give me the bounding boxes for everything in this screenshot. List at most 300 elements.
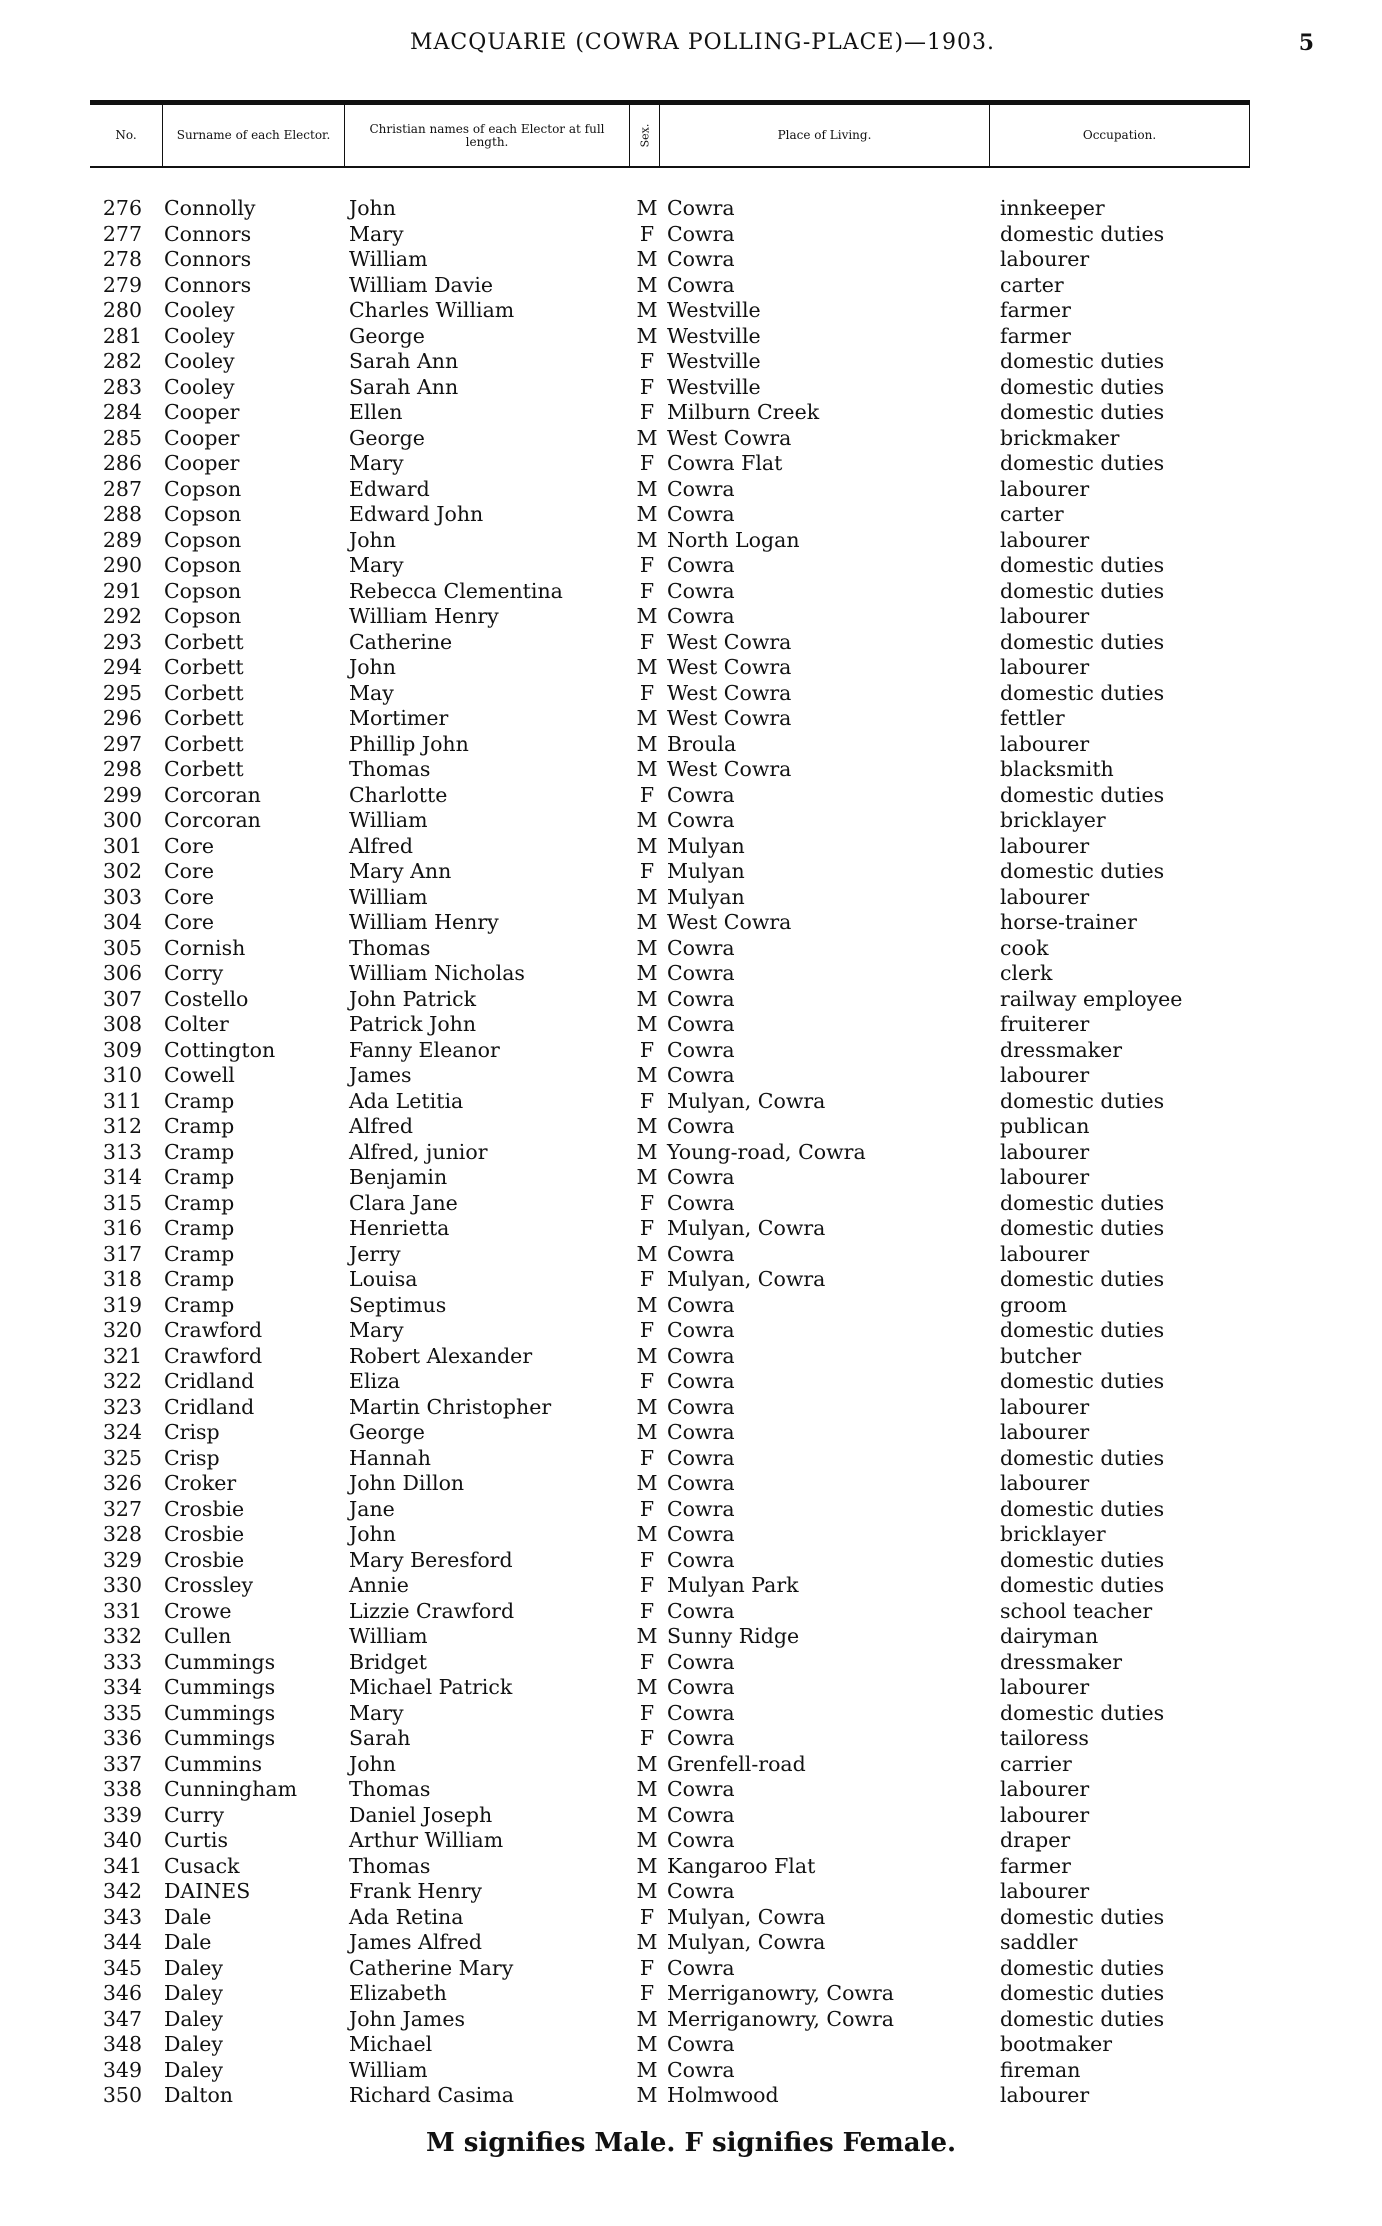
elector-sex: M <box>636 1114 658 1138</box>
elector-surname: Cullen <box>164 1624 232 1648</box>
elector-christian-names: Robert Alexander <box>349 1343 533 1368</box>
elector-place-of-living: Cowra <box>667 1955 735 1980</box>
elector-sex: M <box>636 2032 658 2056</box>
elector-number: 279 <box>102 272 142 297</box>
elector-sex: F <box>639 1955 655 1980</box>
elector-place-of-living: Westville <box>667 374 761 399</box>
elector-number: 280 <box>102 298 142 322</box>
column-header-sex-label: Sex. <box>638 123 651 148</box>
table-row <box>0 528 1382 554</box>
elector-surname: Cramp <box>164 1267 235 1291</box>
elector-place-of-living: Mulyan, Cowra <box>667 1930 826 1954</box>
elector-surname: Curtis <box>164 1828 229 1852</box>
elector-surname: Cottington <box>164 1037 276 1062</box>
table-row <box>0 1854 1382 1880</box>
elector-surname: Daley <box>164 2057 223 2082</box>
elector-sex: M <box>636 2057 658 2082</box>
elector-christian-names: Charles William <box>349 298 515 322</box>
elector-occupation: dressmaker <box>1000 1649 1123 1674</box>
table-row <box>0 1752 1382 1778</box>
elector-christian-names: Septimus <box>349 1292 447 1317</box>
elector-place-of-living: Cowra <box>667 935 735 960</box>
elector-place-of-living: Cowra <box>667 1241 735 1266</box>
elector-surname: Cramp <box>164 1088 235 1113</box>
elector-sex: M <box>636 196 658 220</box>
elector-surname: Cramp <box>164 1292 235 1317</box>
elector-surname: Curry <box>164 1802 225 1827</box>
elector-place-of-living: Cowra <box>667 1726 735 1750</box>
table-row <box>0 1573 1382 1599</box>
elector-occupation: labourer <box>1000 1241 1090 1266</box>
elector-surname: Cooley <box>164 298 235 322</box>
elector-sex: M <box>636 731 658 756</box>
table-row <box>0 1318 1382 1344</box>
elector-number: 343 <box>102 1904 142 1929</box>
elector-number: 331 <box>102 1598 142 1623</box>
table-row <box>0 1650 1382 1676</box>
table-row <box>0 757 1382 783</box>
elector-sex: F <box>639 1088 655 1113</box>
elector-occupation: publican <box>1000 1114 1090 1138</box>
table-row <box>0 834 1382 860</box>
elector-sex: F <box>639 374 655 399</box>
elector-number: 346 <box>102 1981 142 2005</box>
elector-number: 289 <box>102 527 142 552</box>
elector-occupation: farmer <box>1000 298 1071 322</box>
elector-christian-names: Thomas <box>349 757 431 781</box>
elector-surname: Cramp <box>164 1165 235 1189</box>
table-row <box>0 2032 1382 2058</box>
elector-occupation: draper <box>1000 1828 1071 1852</box>
elector-place-of-living: Mulyan, Cowra <box>667 1088 826 1113</box>
elector-occupation: domestic duties <box>1000 400 1165 424</box>
elector-christian-names: Fanny Eleanor <box>349 1037 500 1062</box>
elector-number: 344 <box>102 1930 142 1954</box>
elector-number: 305 <box>102 935 142 960</box>
elector-christian-names: John <box>349 527 396 552</box>
elector-number: 309 <box>102 1037 142 1062</box>
elector-place-of-living: Cowra <box>667 1063 735 1087</box>
elector-surname: Daley <box>164 2032 223 2056</box>
elector-sex: F <box>639 859 655 883</box>
elector-place-of-living: Mulyan Park <box>667 1573 799 1597</box>
elector-christian-names: Sarah <box>349 1726 411 1750</box>
elector-surname: Copson <box>164 527 242 552</box>
elector-surname: Croker <box>164 1471 237 1495</box>
elector-occupation: innkeeper <box>1000 196 1105 220</box>
elector-occupation: farmer <box>1000 1853 1071 1878</box>
elector-place-of-living: Cowra <box>667 1114 735 1138</box>
table-row <box>0 655 1382 681</box>
column-header-occupation: Occupation. <box>989 105 1250 166</box>
elector-surname: Corbett <box>164 655 244 679</box>
elector-sex: F <box>639 1190 655 1215</box>
elector-place-of-living: West Cowra <box>667 425 792 450</box>
elector-place-of-living: Cowra <box>667 1522 735 1546</box>
elector-christian-names: Catherine <box>349 629 453 654</box>
table-row <box>0 1216 1382 1242</box>
elector-occupation: domestic duties <box>1000 1547 1165 1572</box>
table-row <box>0 1063 1382 1089</box>
elector-number: 322 <box>102 1369 142 1393</box>
elector-number: 286 <box>102 451 142 475</box>
elector-sex: M <box>636 1241 658 1266</box>
elector-sex: F <box>639 782 655 807</box>
elector-number: 287 <box>102 476 142 501</box>
elector-sex: M <box>636 1828 658 1852</box>
elector-place-of-living: Cowra <box>667 986 735 1011</box>
elector-number: 349 <box>102 2057 142 2082</box>
table-row <box>0 1956 1382 1982</box>
elector-sex: M <box>636 1343 658 1368</box>
elector-number: 314 <box>102 1165 142 1189</box>
elector-occupation: domestic duties <box>1000 578 1165 603</box>
elector-number: 315 <box>102 1190 142 1215</box>
elector-number: 329 <box>102 1547 142 1572</box>
elector-christian-names: John <box>349 1522 396 1546</box>
column-header-sex <box>629 105 659 166</box>
elector-sex: M <box>636 1853 658 1878</box>
elector-number: 294 <box>102 655 142 679</box>
table-row <box>0 1369 1382 1395</box>
elector-sex: F <box>639 1726 655 1750</box>
elector-occupation: tailoress <box>1000 1726 1089 1750</box>
elector-place-of-living: Cowra <box>667 1598 735 1623</box>
elector-sex: M <box>636 808 658 832</box>
elector-sex: M <box>636 476 658 501</box>
elector-number: 332 <box>102 1624 142 1648</box>
elector-sex: F <box>639 1216 655 1240</box>
elector-surname: Dalton <box>164 2083 233 2107</box>
elector-surname: Cramp <box>164 1216 235 1240</box>
elector-surname: Crawford <box>164 1343 263 1368</box>
elector-occupation: fruiterer <box>1000 1012 1090 1036</box>
elector-number: 334 <box>102 1675 142 1699</box>
elector-place-of-living: Cowra <box>667 2032 735 2056</box>
elector-sex: M <box>636 1675 658 1699</box>
elector-christian-names: Arthur William <box>349 1828 504 1852</box>
elector-occupation: domestic duties <box>1000 374 1165 399</box>
table-row <box>0 783 1382 809</box>
elector-number: 292 <box>102 604 142 628</box>
elector-occupation: domestic duties <box>1000 1700 1165 1725</box>
elector-surname: Crisp <box>164 1420 220 1444</box>
elector-surname: DAINES <box>164 1879 251 1903</box>
elector-sex: M <box>636 961 658 985</box>
elector-occupation: dressmaker <box>1000 1037 1123 1062</box>
elector-sex: F <box>639 1267 655 1291</box>
table-row <box>0 400 1382 426</box>
elector-surname: Cummings <box>164 1649 276 1674</box>
elector-number: 312 <box>102 1114 142 1138</box>
elector-place-of-living: Cowra <box>667 578 735 603</box>
elector-occupation: domestic duties <box>1000 1496 1165 1521</box>
elector-occupation: domestic duties <box>1000 1981 1165 2005</box>
table-row <box>0 1624 1382 1650</box>
elector-place-of-living: Cowra <box>667 1445 735 1470</box>
elector-surname: Corry <box>164 961 224 985</box>
elector-christian-names: Michael <box>349 2032 433 2056</box>
elector-number: 304 <box>102 910 142 934</box>
elector-sex: F <box>639 349 655 373</box>
elector-surname: Connolly <box>164 196 256 220</box>
elector-surname: Corcoran <box>164 782 261 807</box>
table-row <box>0 936 1382 962</box>
elector-christian-names: George <box>349 1420 425 1444</box>
elector-sex: F <box>639 680 655 705</box>
elector-number: 318 <box>102 1267 142 1291</box>
elector-place-of-living: Young-road, Cowra <box>667 1139 866 1164</box>
elector-place-of-living: Cowra <box>667 1496 735 1521</box>
elector-christian-names: Annie <box>349 1573 409 1597</box>
elector-number: 335 <box>102 1700 142 1725</box>
elector-occupation: fireman <box>1000 2057 1081 2082</box>
elector-surname: Cramp <box>164 1139 235 1164</box>
elector-christian-names: Louisa <box>349 1267 418 1291</box>
elector-occupation: labourer <box>1000 833 1090 858</box>
elector-occupation: domestic duties <box>1000 1573 1165 1597</box>
table-row <box>0 502 1382 528</box>
table-row <box>0 553 1382 579</box>
elector-number: 310 <box>102 1063 142 1087</box>
elector-place-of-living: Mulyan <box>667 859 745 883</box>
elector-occupation: labourer <box>1000 1675 1090 1699</box>
elector-sex: F <box>639 1981 655 2005</box>
table-row <box>0 1599 1382 1625</box>
elector-christian-names: William <box>349 1624 428 1648</box>
elector-sex: F <box>639 553 655 577</box>
elector-surname: Corbett <box>164 706 244 730</box>
column-header-place: Place of Living. <box>659 105 989 166</box>
elector-number: 347 <box>102 2006 142 2031</box>
elector-occupation: labourer <box>1000 1471 1090 1495</box>
elector-place-of-living: West Cowra <box>667 629 792 654</box>
table-row <box>0 630 1382 656</box>
elector-christian-names: William <box>349 884 428 909</box>
elector-place-of-living: Cowra <box>667 1547 735 1572</box>
elector-surname: Cridland <box>164 1369 255 1393</box>
table-row <box>0 426 1382 452</box>
table-row <box>0 961 1382 987</box>
elector-occupation: labourer <box>1000 476 1090 501</box>
elector-sex: M <box>636 298 658 322</box>
elector-sex: F <box>639 1496 655 1521</box>
elector-place-of-living: Cowra <box>667 1828 735 1852</box>
elector-occupation: bootmaker <box>1000 2032 1113 2056</box>
elector-number: 330 <box>102 1573 142 1597</box>
elector-christian-names: Jerry <box>349 1241 401 1266</box>
elector-occupation: labourer <box>1000 1879 1090 1903</box>
elector-occupation: labourer <box>1000 731 1090 756</box>
elector-number: 298 <box>102 757 142 781</box>
table-row <box>0 1267 1382 1293</box>
elector-christian-names: Eliza <box>349 1369 401 1393</box>
elector-sex: M <box>636 1165 658 1189</box>
elector-occupation: bricklayer <box>1000 808 1106 832</box>
table-row <box>0 1114 1382 1140</box>
table-row <box>0 196 1382 222</box>
elector-christian-names: Patrick John <box>349 1012 477 1036</box>
elector-occupation: domestic duties <box>1000 1904 1165 1929</box>
elector-surname: Corbett <box>164 757 244 781</box>
elector-occupation: domestic duties <box>1000 2006 1165 2031</box>
page-header <box>0 30 1382 64</box>
elector-place-of-living: Cowra <box>667 1037 735 1062</box>
column-header-christian-names: Christian names of each Elector at full length. <box>344 105 629 166</box>
elector-sex: M <box>636 1471 658 1495</box>
elector-number: 319 <box>102 1292 142 1317</box>
elector-christian-names: Mary Beresford <box>349 1547 513 1572</box>
elector-surname: Daley <box>164 1981 223 2005</box>
elector-surname: Cooper <box>164 400 240 424</box>
elector-christian-names: John <box>349 655 396 679</box>
elector-surname: Dale <box>164 1930 212 1954</box>
elector-sex: F <box>639 1547 655 1572</box>
elector-surname: Corbett <box>164 731 244 756</box>
table-header <box>90 100 1250 168</box>
table-row <box>0 1905 1382 1931</box>
table-row <box>0 2058 1382 2084</box>
table-row <box>0 604 1382 630</box>
elector-sex: M <box>636 757 658 781</box>
elector-surname: Corbett <box>164 629 244 654</box>
elector-place-of-living: Cowra <box>667 1369 735 1393</box>
elector-occupation: domestic duties <box>1000 1318 1165 1342</box>
elector-sex: M <box>636 1139 658 1164</box>
elector-number: 291 <box>102 578 142 603</box>
elector-place-of-living: West Cowra <box>667 655 792 679</box>
elector-sex: F <box>639 1904 655 1929</box>
elector-number: 325 <box>102 1445 142 1470</box>
elector-place-of-living: Merriganowry, Cowra <box>667 1981 895 2005</box>
elector-sex: M <box>636 935 658 960</box>
elector-christian-names: John <box>349 196 396 220</box>
elector-christian-names: William <box>349 247 428 271</box>
elector-surname: Copson <box>164 476 242 501</box>
table-row <box>0 1701 1382 1727</box>
elector-number: 306 <box>102 961 142 985</box>
elector-number: 333 <box>102 1649 142 1674</box>
table-row <box>0 1726 1382 1752</box>
elector-sex: F <box>639 1369 655 1393</box>
elector-surname: Core <box>164 859 214 883</box>
elector-place-of-living: Mulyan, Cowra <box>667 1216 826 1240</box>
elector-occupation: domestic duties <box>1000 221 1165 246</box>
table-row <box>0 477 1382 503</box>
elector-number: 323 <box>102 1394 142 1419</box>
elector-number: 324 <box>102 1420 142 1444</box>
table-row <box>0 273 1382 299</box>
elector-number: 338 <box>102 1777 142 1801</box>
elector-number: 277 <box>102 221 142 246</box>
table-row <box>0 1446 1382 1472</box>
elector-christian-names: Michael Patrick <box>349 1675 513 1699</box>
elector-christian-names: Alfred <box>349 1114 414 1138</box>
elector-sex: M <box>636 1522 658 1546</box>
table-row <box>0 808 1382 834</box>
elector-number: 336 <box>102 1726 142 1750</box>
elector-occupation: labourer <box>1000 1063 1090 1087</box>
elector-number: 326 <box>102 1471 142 1495</box>
elector-occupation: carter <box>1000 502 1064 526</box>
elector-christian-names: James <box>349 1063 412 1087</box>
elector-occupation: domestic duties <box>1000 629 1165 654</box>
elector-christian-names: John James <box>349 2006 466 2031</box>
elector-christian-names: Henrietta <box>349 1216 450 1240</box>
elector-sex: F <box>639 1598 655 1623</box>
elector-surname: Dale <box>164 1904 212 1929</box>
footnote: M signifies Male. F signifies Female. <box>425 2128 957 2158</box>
elector-occupation: domestic duties <box>1000 553 1165 577</box>
elector-surname: Cramp <box>164 1114 235 1138</box>
table-row <box>0 1012 1382 1038</box>
elector-occupation: domestic duties <box>1000 859 1165 883</box>
table-row <box>0 1548 1382 1574</box>
elector-occupation: blacksmith <box>1000 757 1114 781</box>
elector-sex: M <box>636 2083 658 2107</box>
elector-number: 345 <box>102 1955 142 1980</box>
elector-number: 341 <box>102 1853 142 1878</box>
elector-number: 296 <box>102 706 142 730</box>
elector-occupation: farmer <box>1000 323 1071 348</box>
elector-occupation: dairyman <box>1000 1624 1099 1648</box>
elector-surname: Connors <box>164 221 252 246</box>
elector-occupation: clerk <box>1000 961 1053 985</box>
elector-surname: Cridland <box>164 1394 255 1419</box>
elector-place-of-living: Cowra <box>667 1879 735 1903</box>
elector-place-of-living: Cowra <box>667 1292 735 1317</box>
elector-occupation: labourer <box>1000 1802 1090 1827</box>
elector-number: 317 <box>102 1241 142 1266</box>
elector-place-of-living: Cowra <box>667 1343 735 1368</box>
elector-surname: Cowell <box>164 1063 235 1087</box>
table-row <box>0 1293 1382 1319</box>
elector-occupation: carter <box>1000 272 1064 297</box>
elector-number: 337 <box>102 1751 142 1776</box>
elector-surname: Core <box>164 910 214 934</box>
elector-number: 340 <box>102 1828 142 1852</box>
column-header-surname: Surname of each Elector. <box>162 105 344 166</box>
elector-surname: Daley <box>164 1955 223 1980</box>
elector-sex: M <box>636 1930 658 1954</box>
elector-occupation: labourer <box>1000 527 1090 552</box>
elector-occupation: carrier <box>1000 1751 1072 1776</box>
elector-place-of-living: Cowra <box>667 1012 735 1036</box>
table-row <box>0 1497 1382 1523</box>
elector-occupation: school teacher <box>1000 1598 1153 1623</box>
elector-surname: Cunningham <box>164 1777 298 1801</box>
elector-sex: M <box>636 706 658 730</box>
table-row <box>0 324 1382 350</box>
elector-number: 284 <box>102 400 142 424</box>
column-header-no: No. <box>115 128 137 142</box>
elector-surname: Cummins <box>164 1751 263 1776</box>
table-row <box>0 859 1382 885</box>
elector-occupation: labourer <box>1000 604 1090 628</box>
elector-place-of-living: Cowra <box>667 1165 735 1189</box>
elector-surname: Corbett <box>164 680 244 705</box>
elector-place-of-living: West Cowra <box>667 757 792 781</box>
elector-christian-names: Martin Christopher <box>349 1394 552 1419</box>
elector-occupation: domestic duties <box>1000 1369 1165 1393</box>
table-row <box>0 1777 1382 1803</box>
elector-sex: M <box>636 247 658 271</box>
elector-sex: M <box>636 527 658 552</box>
elector-surname: Crosbie <box>164 1547 245 1572</box>
elector-surname: Cummings <box>164 1675 276 1699</box>
elector-christian-names: Catherine Mary <box>349 1955 514 1980</box>
elector-place-of-living: Cowra <box>667 1777 735 1801</box>
